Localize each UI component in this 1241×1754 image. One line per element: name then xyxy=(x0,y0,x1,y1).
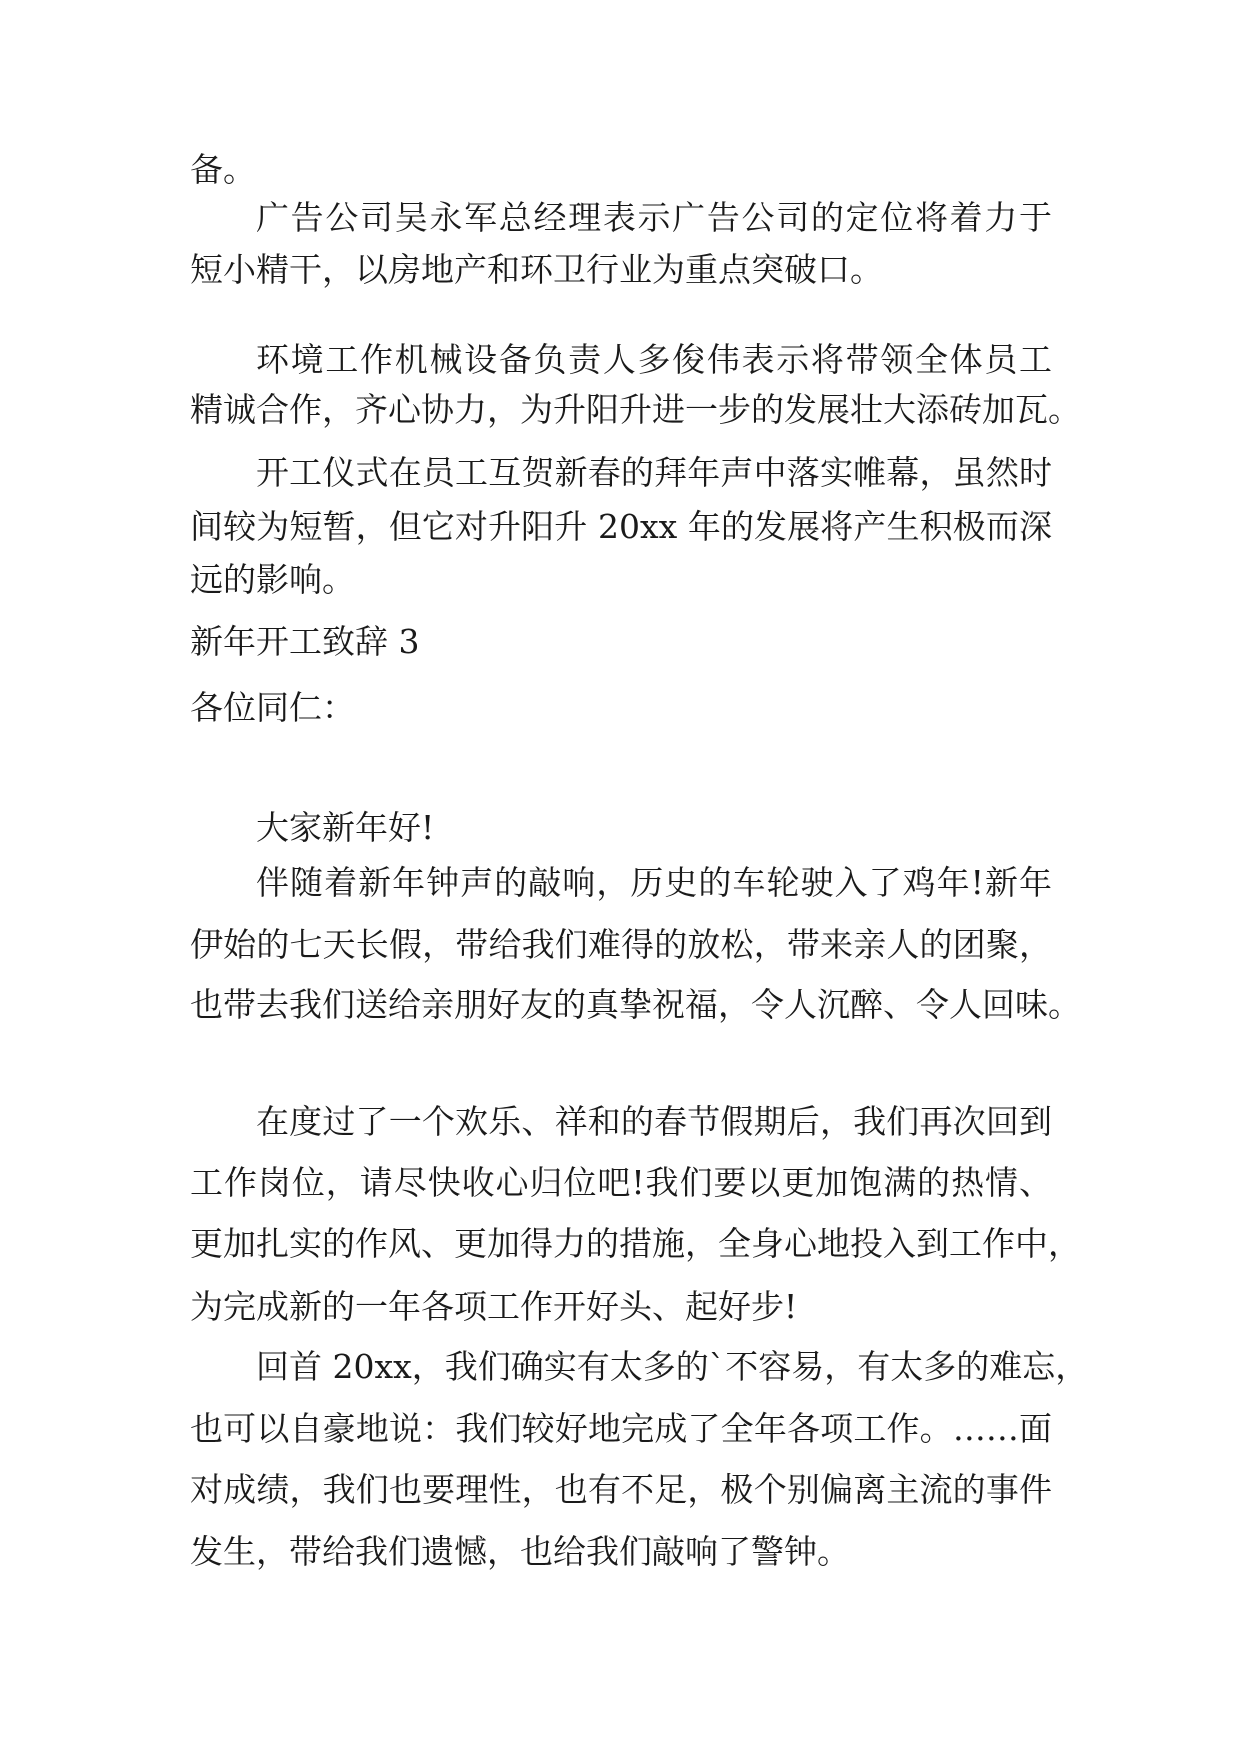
text-line: 伴随着新年钟声的敲响，历史的车轮驶入了鸡年!新年 xyxy=(256,863,1052,902)
text-line: 对成绩，我们也要理性，也有不足，极个别偏离主流的事件 xyxy=(190,1470,1052,1509)
text-line: 也可以自豪地说：我们较好地完成了全年各项工作。……面 xyxy=(190,1409,1052,1448)
text-line: 回首 20xx，我们确实有太多的`不容易，有太多的难忘， xyxy=(256,1347,1089,1386)
text-line: 伊始的七天长假，带给我们难得的放松，带来亲人的团聚， xyxy=(190,925,1052,964)
text-line: 精诚合作，齐心协力，为升阳升进一步的发展壮大添砖加瓦。 xyxy=(190,390,1081,429)
text-line: 开工仪式在员工互贺新春的拜年声中落实帷幕，虽然时 xyxy=(256,453,1052,492)
text-line: 也带去我们送给亲朋好友的真挚祝福，令人沉醉、令人回味。 xyxy=(190,985,1081,1024)
text-line: 广告公司吴永军总经理表示广告公司的定位将着力于 xyxy=(256,198,1052,237)
text-line: 间较为短暂，但它对升阳升 20xx 年的发展将产生积极而深 xyxy=(190,507,1052,546)
text-line: 发生，带给我们遗憾，也给我们敲响了警钟。 xyxy=(190,1532,850,1571)
text-line: 更加扎实的作风、更加得力的措施，全身心地投入到工作中， xyxy=(190,1224,1081,1263)
text-line: 工作岗位，请尽快收心归位吧!我们要以更加饱满的热情、 xyxy=(190,1163,1052,1202)
text-line: 环境工作机械设备负责人多俊伟表示将带领全体员工 xyxy=(256,340,1052,379)
text-line: 为完成新的一年各项工作开好头、起好步! xyxy=(190,1287,798,1326)
section-heading: 新年开工致辞 3 xyxy=(190,622,420,661)
text-line: 备。 xyxy=(190,150,256,189)
text-line: 远的影响。 xyxy=(190,560,355,599)
text-line: 短小精干，以房地产和环卫行业为重点突破口。 xyxy=(190,250,883,289)
salutation: 各位同仁： xyxy=(190,688,355,727)
text-line: 在度过了一个欢乐、祥和的春节假期后，我们再次回到 xyxy=(256,1102,1052,1141)
greeting: 大家新年好! xyxy=(256,808,435,847)
